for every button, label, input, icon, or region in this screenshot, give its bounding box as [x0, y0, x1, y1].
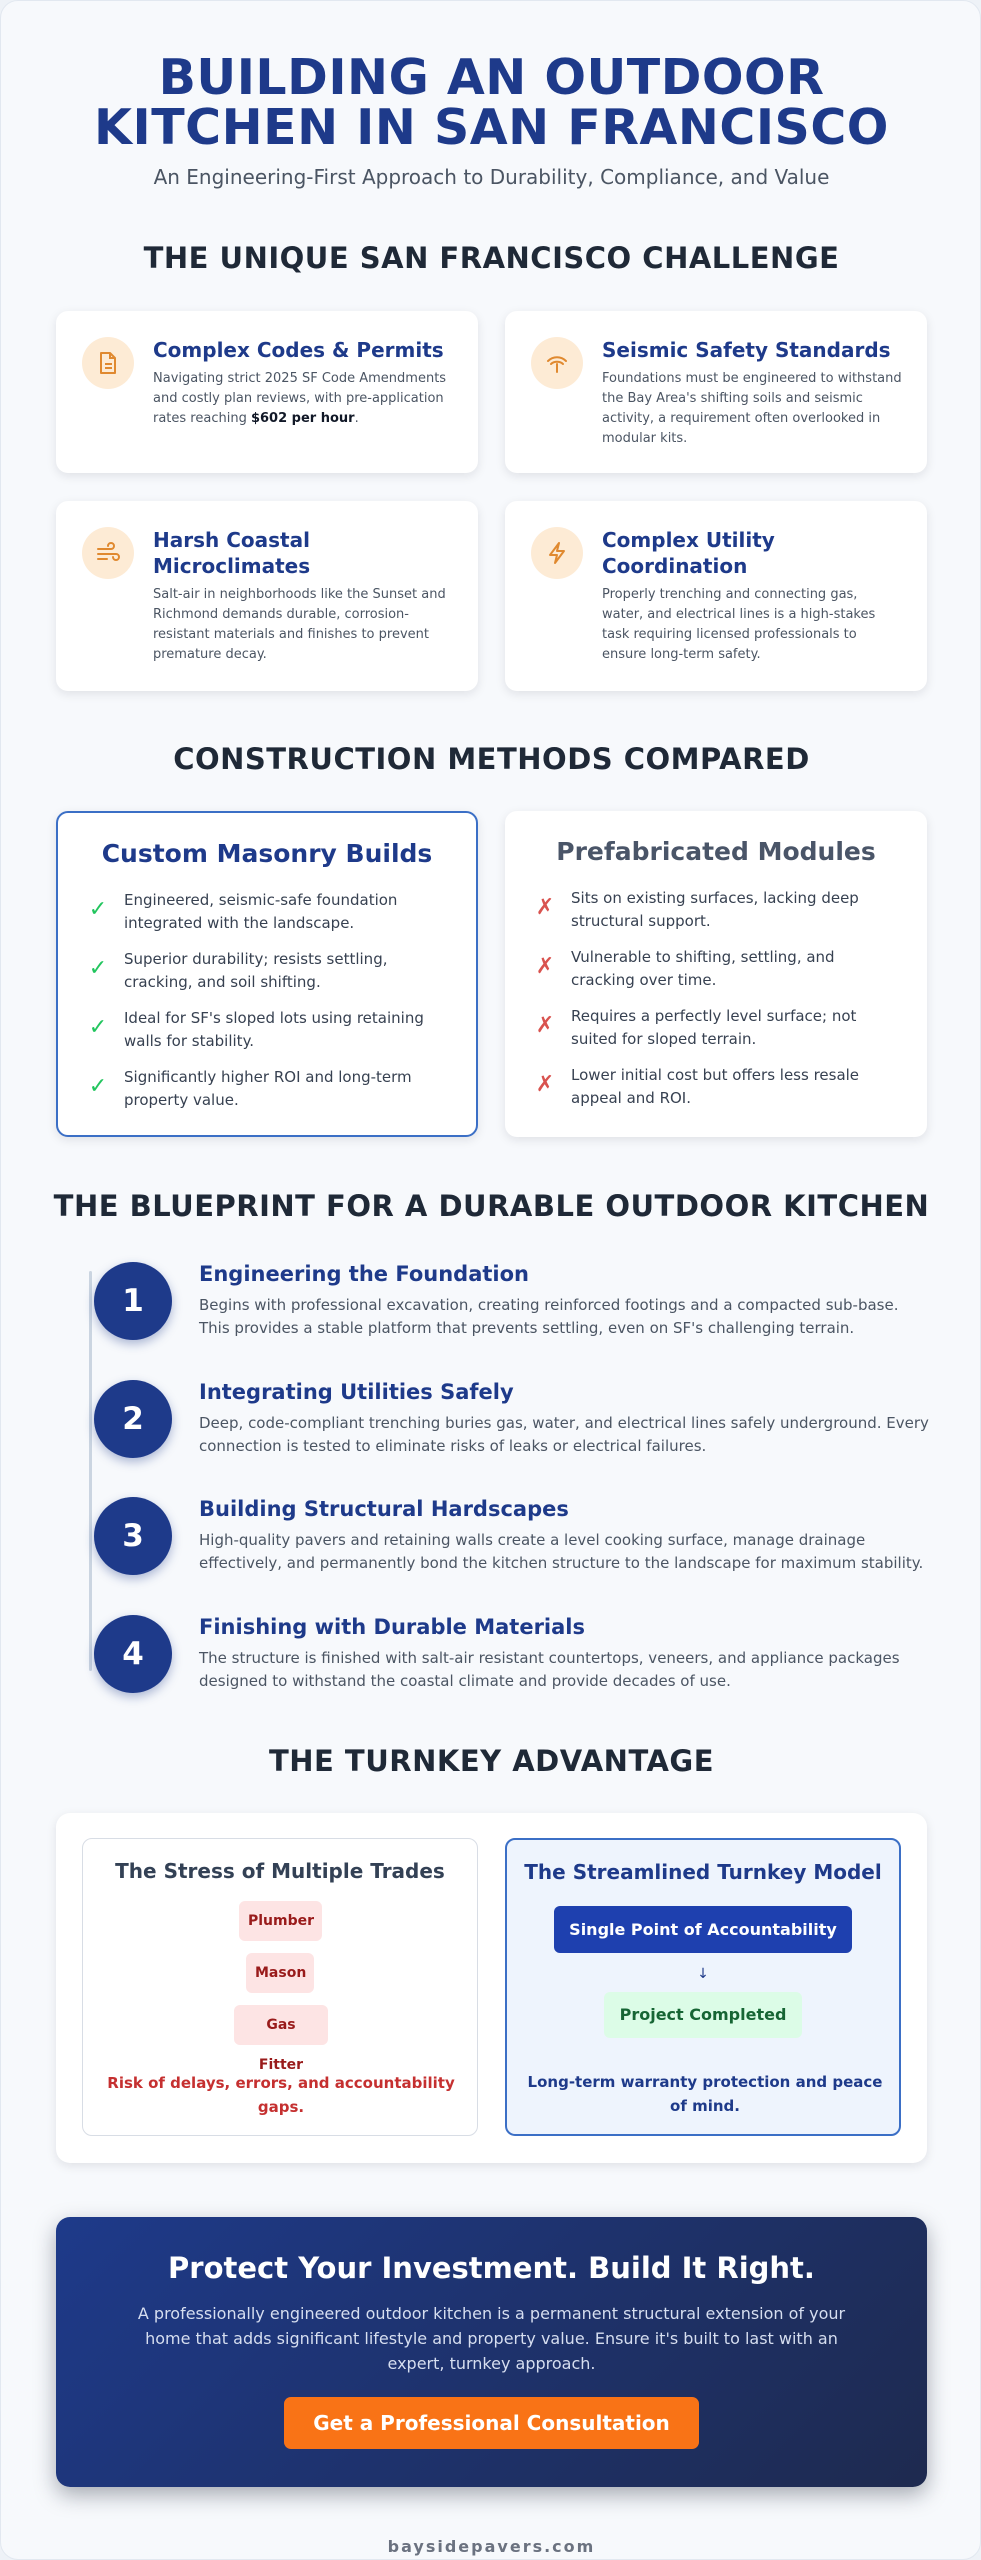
list-item: ✗ Sits on existing surfaces, lacking deep structural support. — [533, 887, 903, 937]
timeline-line — [89, 1271, 92, 1671]
step-description: The structure is finished with salt-air resistant countertops, veneers, and appliance packages designed to withstand the coastal climate and provide decades of use. — [199, 1649, 900, 1690]
step-description: Begins with professional excavation, creating reinforced footings and a compacted sub-base. This provides a stable platform that prevents settling, even on SF's challenging terrain. — [199, 1296, 899, 1337]
streamlined-footer: Long-term warranty protection and peace of mind. — [527, 2073, 883, 2115]
cta-banner — [56, 2217, 927, 2487]
challenge-text: Foundations must be engineered to withstand the Bay Area's shifting soils and seismic activity, a requirement often overlooked in modular kits. — [602, 371, 902, 446]
consultation-button[interactable]: Get a Professional Consultation — [284, 2397, 699, 2449]
step-title: Engineering the Foundation — [199, 1262, 529, 1286]
page-title-line-1: BUILDING AN OUTDOOR — [158, 49, 825, 106]
cross-icon: ✗ — [535, 1072, 555, 1097]
method-card-prefab — [505, 811, 927, 1137]
wind-icon — [82, 527, 134, 579]
turnkey-panel — [56, 1813, 927, 2163]
lightning-icon — [531, 527, 583, 579]
check-icon: ✓ — [88, 1015, 108, 1040]
list-item: ✗ Vulnerable to shifting, settling, and cracking over time. — [533, 946, 903, 996]
accountability-badge: Single Point of Accountability — [554, 1906, 852, 1953]
cross-icon: ✗ — [535, 1013, 555, 1038]
page-title — [1, 49, 981, 156]
challenge-card-codes — [56, 311, 478, 473]
step-number: 3 — [94, 1497, 172, 1575]
method-card-custom — [56, 811, 478, 1137]
methods-heading: CONSTRUCTION METHODS COMPARED — [173, 742, 810, 776]
challenge-heading: THE UNIQUE SAN FRANCISCO CHALLENGE — [143, 241, 840, 275]
footer-site-link[interactable]: baysidepavers.com — [387, 2537, 596, 2556]
step-number: 4 — [94, 1615, 172, 1693]
project-completed-badge: Project Completed — [604, 1992, 802, 2038]
challenge-card-seismic — [505, 311, 927, 473]
check-icon: ✓ — [88, 897, 108, 922]
challenge-title: Complex Codes & Permits — [153, 338, 444, 362]
list-item: ✗ Lower initial cost but offers less resale appeal and ROI. — [533, 1064, 903, 1114]
check-icon: ✓ — [88, 1074, 108, 1099]
challenge-title: Complex Utility Coordination — [602, 528, 775, 578]
trade-badge-plumber: Plumber — [239, 1901, 322, 1941]
document-icon — [82, 337, 134, 389]
list-item: ✓ Ideal for SF's sloped lots using retaining walls for stability. — [86, 1007, 456, 1057]
list-item: ✗ Requires a perfectly level surface; not suited for sloped terrain. — [533, 1005, 903, 1055]
step-title: Building Structural Hardscapes — [199, 1497, 569, 1521]
step-title: Finishing with Durable Materials — [199, 1615, 585, 1639]
step-title: Integrating Utilities Safely — [199, 1380, 514, 1404]
page-subtitle: An Engineering-First Approach to Durability, Compliance, and Value — [153, 165, 830, 189]
cta-text: A professionally engineered outdoor kitchen is a permanent structural extension of your home that adds significant lifestyle and property value. Ensure it's built to last with an expert, turnkey approach. — [137, 2304, 846, 2373]
step-description: Deep, code-compliant trenching buries gas, water, and electrical lines safely underground. Every connection is tested to eliminate risks of leaks or electrical failures. — [199, 1414, 929, 1455]
method-title: Custom Masonry Builds — [101, 839, 433, 868]
seismograph-icon — [531, 337, 583, 389]
cross-icon: ✗ — [535, 895, 555, 920]
stress-title: The Stress of Multiple Trades — [115, 1859, 445, 1883]
challenge-title: Seismic Safety Standards — [602, 338, 891, 362]
list-item: ✓ Significantly higher ROI and long-term property value. — [86, 1066, 456, 1116]
challenge-card-climate — [56, 501, 478, 691]
step-number: 2 — [94, 1380, 172, 1458]
arrow-down-icon: ↓ — [697, 1966, 709, 1982]
streamlined-title: The Streamlined Turnkey Model — [524, 1860, 882, 1884]
turnkey-heading: THE TURNKEY ADVANTAGE — [268, 1744, 715, 1778]
cross-icon: ✗ — [535, 954, 555, 979]
list-item: ✓ Superior durability; resists settling, cracking, and soil shifting. — [86, 948, 456, 998]
challenge-text: Salt-air in neighborhoods like the Sunset and Richmond demands durable, corrosion-resistant materials and finishes to prevent premature decay. — [153, 587, 446, 662]
page-title-line-2: KITCHEN IN SAN FRANCISCO — [94, 99, 889, 156]
step-description: High-quality pavers and retaining walls create a level cooking surface, manage drainage effectively, and permanently bond the kitchen structure to the landscape for maximum stability. — [199, 1531, 924, 1572]
stress-box — [82, 1838, 478, 2136]
challenge-text: Navigating strict 2025 SF Code Amendments and costly plan reviews, with pre-application rates reaching $602 per hour. — [153, 371, 447, 426]
trade-badge-mason: Mason — [246, 1953, 314, 1993]
rate-highlight: $602 per hour — [250, 411, 355, 426]
challenge-text: Properly trenching and connecting gas, water, and electrical lines is a high-stakes task requiring licensed professionals to ensure long-term safety. — [602, 587, 876, 662]
challenge-card-utility — [505, 501, 927, 691]
blueprint-heading: THE BLUEPRINT FOR A DURABLE OUTDOOR KITCHEN — [53, 1189, 930, 1223]
check-icon: ✓ — [88, 956, 108, 981]
method-title: Prefabricated Modules — [556, 837, 876, 866]
challenge-title: Harsh Coastal Microclimates — [153, 528, 311, 578]
streamlined-box — [505, 1838, 901, 2136]
stress-footer: Risk of delays, errors, and accountability gaps. — [107, 2074, 455, 2116]
trade-badge-gas-fitter: Gas Fitter — [234, 2005, 328, 2045]
cta-title: Protect Your Investment. Build It Right. — [168, 2251, 815, 2285]
step-number: 1 — [94, 1262, 172, 1340]
list-item: ✓ Engineered, seismic-safe foundation integrated with the landscape. — [86, 889, 456, 939]
